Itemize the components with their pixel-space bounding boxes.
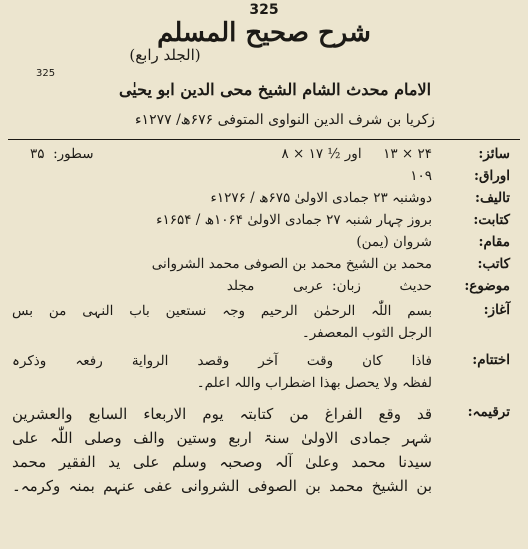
field-scribe (0, 256, 528, 278)
page-number-top: 325 (249, 2, 279, 18)
page-title: شرح صحیح المسلم (157, 18, 371, 48)
colophon-line: بن الشیخ محمد بن الصوفی الشروانی عفی عنہم بمنہ وکرمہ۔ (12, 477, 432, 495)
field-label-composition: تالیف: (474, 190, 510, 206)
field-value-copying: بروز چہار شنبہ ۲۷ جمادی الاولیٰ ۱۰۶۴ھ / ۱۶۵۴ء (156, 212, 432, 228)
field-label-copying: کتابت: (473, 212, 510, 228)
field-label-size: سائز: (478, 146, 510, 162)
colophon-line: سیدنا محمد وعلیٰ آلہ وصحبہ وسلم علی ید الفقیر محمد (12, 453, 432, 471)
field-label-place: مقام: (478, 234, 510, 250)
field-folios (0, 168, 528, 190)
author-name: الامام محدث الشام الشیخ محی الدین ابو یحیٰی (118, 80, 432, 99)
colophon-label: ترقیمہ: (467, 404, 510, 420)
explicit-line: لفظہ ولا یحصل بھذا اضطراب واللہ اعلم۔ (196, 375, 432, 391)
incipit-line: بسم اللّٰہ الرحمٰن الرحیم وجہ نستعین باب النہی من بس (12, 303, 432, 319)
field-size (0, 146, 528, 168)
colophon (0, 402, 528, 502)
field-value-subject: حدیث زبان: عربی مجلد (226, 278, 432, 294)
field-value-place: شروان (یمن) (356, 234, 432, 250)
header-divider (8, 139, 520, 140)
incipit (0, 300, 528, 350)
incipit-label: آغاز: (483, 302, 510, 318)
catalog-fields (0, 146, 528, 502)
volume-label: (الجلد رابع) (129, 46, 201, 64)
explicit-label: اختتام: (472, 352, 510, 368)
explicit (0, 350, 528, 402)
incipit-line: الرجل الثوب المعصفر۔ (301, 325, 432, 341)
author-details: زکریا بن شرف الدین النواوی المتوفی ۶۷۶ھ/ ۱۲۷۷ء (134, 112, 436, 128)
field-label-scribe: کاتب: (477, 256, 510, 272)
colophon-line: قد وقع الفراغ من کتابتہ یوم الاربعاء السابع والعشرین (12, 405, 432, 423)
field-value-size: ۲۴ × ۱۳ اور ½ ۱۷ × ۸ (281, 146, 432, 162)
page-number-side: 325 (36, 68, 56, 79)
field-lines: سطور: ۳۵ (30, 146, 94, 162)
field-value-folios: ۱۰۹ (410, 168, 432, 184)
field-label-folios: اوراق: (474, 168, 510, 184)
field-value-composition: دوشنبہ ۲۳ جمادی الاولیٰ ۶۷۵ھ / ۱۲۷۶ء (210, 190, 432, 206)
field-label-subject: موضوع: (464, 278, 510, 294)
title-block (0, 16, 528, 50)
field-copying (0, 212, 528, 234)
colophon-line: شہر جمادی الاولیٰ سنۃ اربع وستین والف وصلی اللّٰہ علی (12, 429, 432, 447)
field-value-scribe: محمد بن الشیخ محمد بن الصوفی محمد الشروانی (151, 256, 432, 272)
field-subject (0, 278, 528, 300)
field-place (0, 234, 528, 256)
field-composition (0, 190, 528, 212)
explicit-line: فاذا کان وقت آخر وقصد الروایة رفعہ وذکرہ (12, 353, 432, 369)
